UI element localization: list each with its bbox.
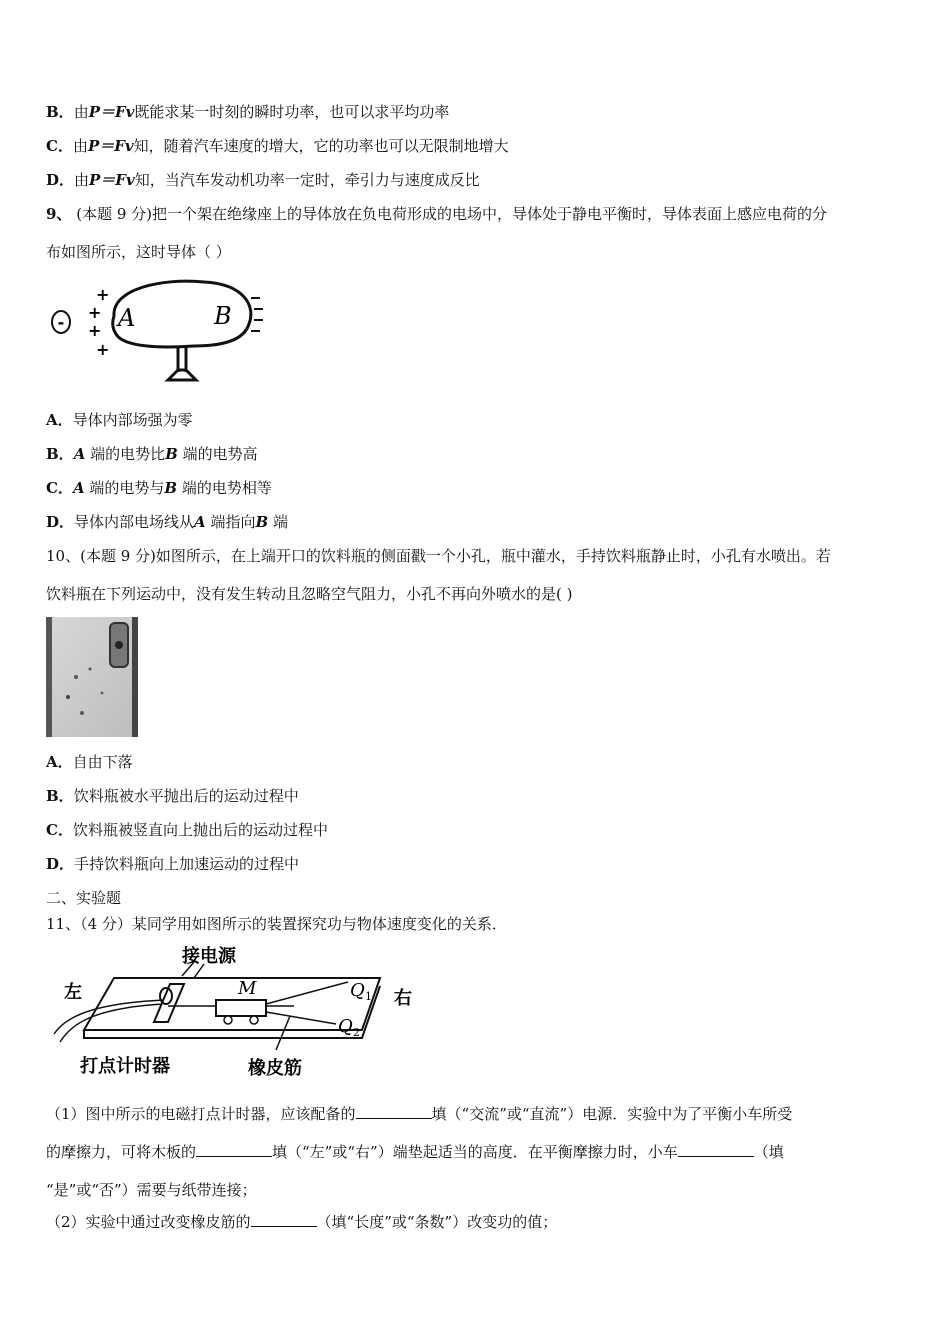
question-text: （填“长度”或“条数”）改变功的值； <box>316 1213 558 1231</box>
rubber-label: 橡皮筋 <box>248 1058 302 1079</box>
variable: B <box>165 445 178 463</box>
rubber-band <box>266 1012 336 1024</box>
question-text: (本题 9 分)把一个架在绝缘座上的导体放在负电荷形成的电场中，导体处于静电平衡时，导体表面上感应电荷的分 <box>76 205 828 223</box>
option-label: D． <box>46 513 75 531</box>
plus-charge: + <box>88 321 102 340</box>
option-label: A． <box>46 753 73 771</box>
water-drop <box>66 695 70 699</box>
option-text: 端指向 <box>210 513 256 531</box>
option-label: A． <box>46 411 73 429</box>
option-text: 端的电势高 <box>182 445 258 463</box>
formula: P＝Fv <box>88 103 135 121</box>
option-text: 由 <box>73 103 89 121</box>
plus-charge: + <box>96 340 110 359</box>
q2-label: Q <box>338 1016 353 1037</box>
answer-blank[interactable] <box>251 1212 317 1227</box>
formula: P＝Fv <box>89 171 135 189</box>
option-text: 既能求某一时刻的瞬时功率，也可以求平均功率 <box>134 103 450 121</box>
q11-part1-line3: “是”或“否”）需要与纸带连接； <box>46 1181 257 1199</box>
option-text: 手持饮料瓶向上加速运动的过程中 <box>74 855 300 873</box>
option-text: 端的电势与 <box>89 479 165 497</box>
cart-wheel <box>250 1016 258 1024</box>
question-text: 填（“交流”或“直流”）电源．实验中为了平衡小车所受 <box>431 1105 793 1123</box>
right-label: 右 <box>394 988 412 1009</box>
q9-stem-line1 <box>46 204 827 224</box>
power-label: 接电源 <box>182 946 236 967</box>
option-label: D． <box>46 855 75 873</box>
q9-stem-line2: 布如图所示，这时导体（ ） <box>46 243 231 261</box>
option-label: B． <box>46 445 74 463</box>
question-text: 填（“左”或“右”）端垫起适当的高度．在平衡摩擦力时，小车 <box>272 1143 678 1161</box>
mass-label: M <box>238 978 257 999</box>
option-text: 知，随着汽车速度的增大，它的功率也可以无限制地增大 <box>133 137 509 155</box>
option-text: 自由下落 <box>72 753 133 771</box>
option-label: C． <box>46 821 73 839</box>
q11-part1-line1 <box>46 1104 792 1124</box>
q1-subscript: 1 <box>365 990 372 1003</box>
variable: A <box>194 513 206 531</box>
stand-base <box>168 370 196 380</box>
option-text: 端的电势比 <box>90 445 166 463</box>
q10-stem-line1: 10、(本题 9 分)如图所示，在上端开口的饮料瓶的侧面戳一个小孔，瓶中灌水，手持饮料瓶静止时，小孔有水喷出。若 <box>46 547 831 565</box>
end-b-label: B <box>214 302 232 330</box>
question-text: （2）实验中通过改变橡皮筋的 <box>46 1213 251 1231</box>
cart-body <box>216 1000 266 1016</box>
variable: A <box>73 445 86 463</box>
q11-part2 <box>46 1212 557 1232</box>
end-a-label: A <box>118 304 136 332</box>
water-drop <box>80 711 84 715</box>
negative-charge-sign: - <box>57 313 65 332</box>
variable: B <box>255 513 269 531</box>
rubber-band <box>266 982 348 1004</box>
variable: B <box>164 479 178 497</box>
question-text: （填 <box>753 1143 784 1161</box>
rubber-pointer <box>276 1016 290 1050</box>
plus-charge: + <box>88 303 102 322</box>
q11-stem: 11、（4 分）某同学用如图所示的装置探究功与物体速度变化的关系． <box>46 915 507 933</box>
option-label: C． <box>46 479 73 497</box>
option-label: C． <box>46 137 73 155</box>
apparatus-figure <box>44 938 424 1082</box>
option-text: 导体内部场强为零 <box>72 411 193 429</box>
option-text: 端 <box>272 513 288 531</box>
q9-option-a <box>46 410 193 430</box>
q2-subscript: 2 <box>353 1026 360 1039</box>
question-text: 的摩擦力，可将木板的 <box>46 1143 197 1161</box>
water-drop <box>89 668 92 671</box>
q10-option-c <box>46 820 328 840</box>
q9-option-c <box>46 478 272 498</box>
photo-edge <box>132 617 138 737</box>
bottle-hole <box>115 641 123 649</box>
question-text: （1）图中所示的电磁打点计时器，应该配备的 <box>46 1105 356 1123</box>
option-label: B． <box>46 103 74 121</box>
q1-label: Q <box>350 980 365 1001</box>
section-title: 二、实验题 <box>46 889 122 907</box>
q8-option-d <box>46 170 480 190</box>
q8-option-c <box>46 136 509 156</box>
option-text: 由 <box>74 171 90 189</box>
water-drop <box>74 675 78 679</box>
q10-option-a <box>46 752 133 772</box>
cart-wheel <box>224 1016 232 1024</box>
q9-option-b <box>46 444 258 464</box>
water-drop <box>101 692 104 695</box>
bottle-photo <box>46 617 138 737</box>
answer-blank[interactable] <box>356 1104 432 1119</box>
answer-blank[interactable] <box>196 1142 272 1157</box>
paper-tape <box>60 1004 164 1042</box>
option-text: 饮料瓶被竖直向上抛出后的运动过程中 <box>72 821 328 839</box>
q10-option-b <box>46 786 299 806</box>
formula: P＝Fv <box>87 137 134 155</box>
option-text: 知，当汽车发动机功率一定时，牵引力与速度成反比 <box>134 171 480 189</box>
conductor-figure <box>44 276 274 386</box>
option-text: 饮料瓶被水平抛出后的运动过程中 <box>73 787 299 805</box>
q11-part1-line2 <box>46 1142 784 1162</box>
option-label: D． <box>46 171 75 189</box>
option-text: 端的电势相等 <box>181 479 272 497</box>
timer-label: 打点计时器 <box>80 1056 170 1077</box>
left-label: 左 <box>64 982 82 1003</box>
q8-option-b <box>46 102 449 122</box>
option-text: 导体内部电场线从 <box>74 513 195 531</box>
option-text: 由 <box>72 137 88 155</box>
answer-blank[interactable] <box>678 1142 754 1157</box>
photo-edge <box>46 617 52 737</box>
q10-stem-line2: 饮料瓶在下列运动中，没有发生转动且忽略空气阻力，小孔不再向外喷水的是( ) <box>46 585 573 603</box>
plus-charge: + <box>96 285 110 304</box>
q9-option-d <box>46 512 288 532</box>
option-label: B． <box>46 787 74 805</box>
q10-option-d <box>46 854 299 874</box>
question-number: 9、 <box>46 205 72 223</box>
variable: A <box>72 479 85 497</box>
